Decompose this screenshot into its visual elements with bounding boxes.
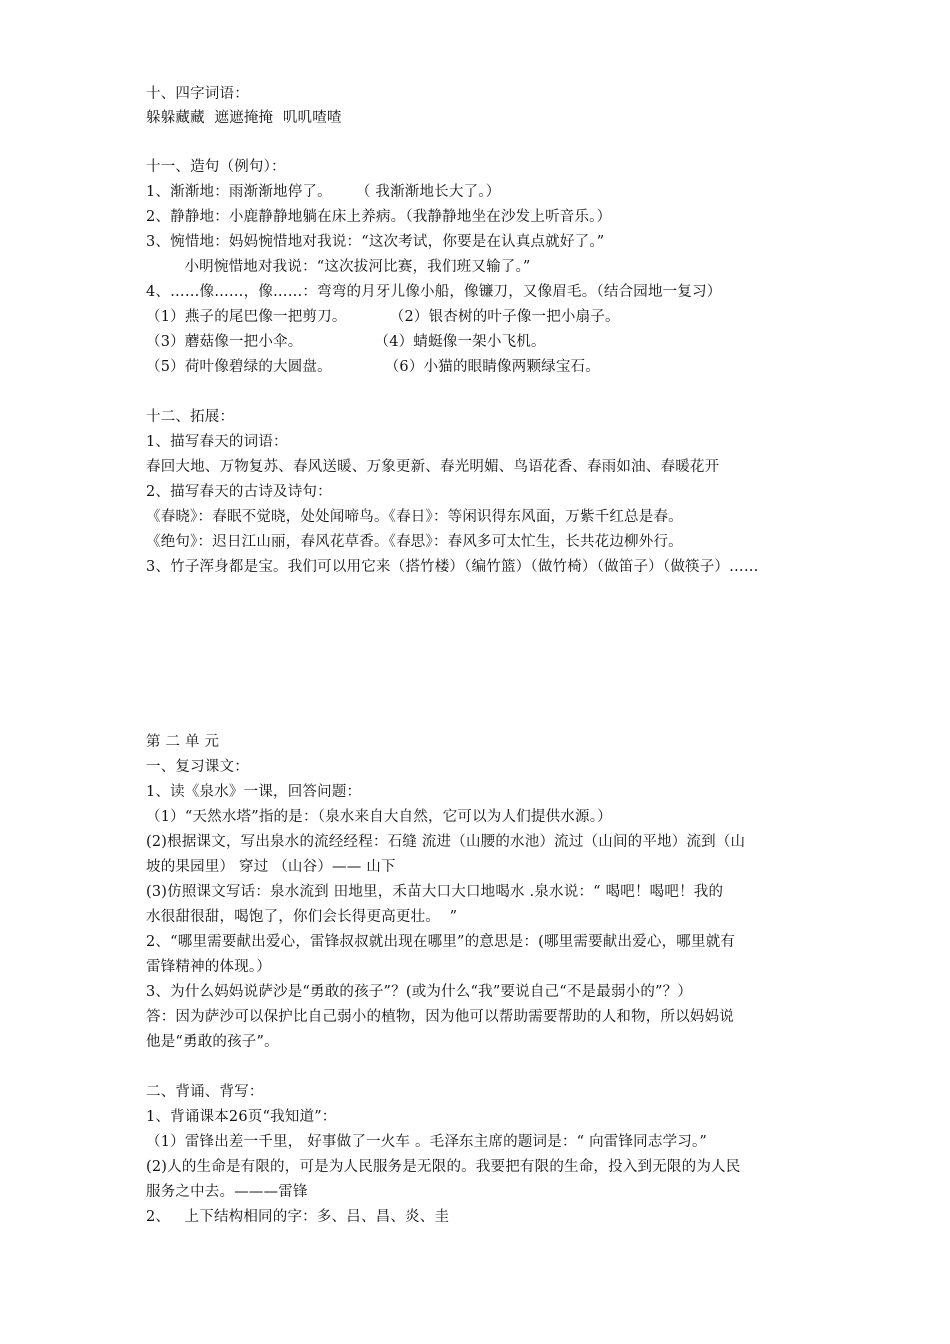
review-line: (2)根据课文，写出泉水的流经经程：石缝 流进（山腰的水池）流过（山间的平地）流到（山 <box>146 834 746 850</box>
recite-line: （1）雷锋出差一千里， 好事做了一火车 。毛泽东主席的题词是：“ 向雷锋同志学习。” <box>146 1134 708 1150</box>
extension-line: 《春晓》：春眠不觉晓，处处闻啼鸟。《春日》：等闲识得东风面，万紫千红总是春。 <box>146 509 683 525</box>
extension-line: 2、描写春天的古诗及诗句： <box>146 484 332 500</box>
section-heading-recite: 二、背诵、背写： <box>146 1084 264 1100</box>
sentence-line: （5）荷叶像碧绿的大圆盘。 （6）小猫的眼睛像两颗绿宝石。 <box>146 359 600 375</box>
extension-line: 3、竹子浑身都是宝。我们可以用它来（搭竹楼）（编竹篮）（做竹椅）（做笛子）（做筷子）…… <box>146 559 759 575</box>
review-line: 2、“哪里需要献出爱心，雷锋叔叔就出现在哪里”的意思是：(哪里需要献出爱心，哪里就有 <box>146 934 736 950</box>
review-line: 1、读《泉水》一课，回答问题： <box>146 784 362 800</box>
review-line: 答：因为萨沙可以保护比自己弱小的植物，因为他可以帮助需要帮助的人和物，所以妈妈说 <box>146 1009 734 1025</box>
sentence-line: 2、静静地：小鹿静静地躺在床上养病。（我静静地坐在沙发上听音乐。） <box>146 209 612 225</box>
sentence-line: 小明惋惜地对我说：“这次拔河比赛，我们班又输了。” <box>146 259 531 275</box>
sentence-line: （1）燕子的尾巴像一把剪刀。 （2）银杏树的叶子像一把小扇子。 <box>146 309 620 325</box>
review-line: 他是“勇敢的孩子”。 <box>146 1034 279 1050</box>
sentence-line: 4、……像……，像……：弯弯的月牙儿像小船，像镰刀，又像眉毛。（结合园地一复习） <box>146 284 722 300</box>
review-line: 雷锋精神的体现。） <box>146 959 272 975</box>
review-line: (3)仿照课文写话：泉水流到 田地里，禾苗大口大口地喝水 .泉水说：“ 喝吧！喝吧！我的 <box>146 884 724 900</box>
recite-line: 服务之中去。———雷锋 <box>146 1184 308 1200</box>
review-line: （1）“天然水塔”指的是：（泉水来自大自然，它可以为人们提供水源。） <box>146 809 612 825</box>
section-heading-review: 一、复习课文： <box>146 759 249 775</box>
sentence-line: （3）蘑菇像一把小伞。 （4）蜻蜓像一架小飞机。 <box>146 334 546 350</box>
extension-line: 《绝句》：迟日江山丽，春风花草香。《春思》：春风多可太忙生，长共花边柳外行。 <box>146 534 683 550</box>
sentence-line: 3、惋惜地：妈妈惋惜地对我说：“这次考试，你要是在认真点就好了。” <box>146 234 605 250</box>
review-line: 水很甜很甜，喝饱了，你们会长得更高更壮。 ” <box>146 909 458 925</box>
review-line: 3、为什么妈妈说萨沙是“勇敢的孩子”？(或为什么“我”要说自己“不是最弱小的”？） <box>146 984 693 1000</box>
recite-line: 1、背诵课本26页“我知道”： <box>146 1109 337 1125</box>
extension-line: 1、描写春天的词语： <box>146 434 288 450</box>
review-line: 坡的果园里） 穿过 （山谷）—— 山下 <box>146 859 396 875</box>
recite-line: (2)人的生命是有限的，可是为人民服务是无限的。我要把有限的生命，投入到无限的为人民 <box>146 1159 741 1175</box>
recite-line: 2、 上下结构相同的字：多、吕、昌、炎、圭 <box>146 1209 450 1225</box>
extension-line: 春回大地、万物复苏、春风送暖、万象更新、春光明媚、鸟语花香、春雨如油、春暖花开 <box>146 459 720 475</box>
section-heading-extension: 十二、拓展： <box>146 409 235 425</box>
section-heading-four-char-words: 十、四字词语： <box>146 86 249 102</box>
section-heading-sentences: 十一、造句（例句）： <box>146 159 286 175</box>
unit-title: 第 二 单 元 <box>146 734 220 750</box>
four-char-words: 躲躲藏藏 遮遮掩掩 叽叽喳喳 <box>146 110 342 126</box>
sentence-line: 1、渐渐地：雨渐渐地停了。 （ 我渐渐地长大了。） <box>146 184 501 200</box>
